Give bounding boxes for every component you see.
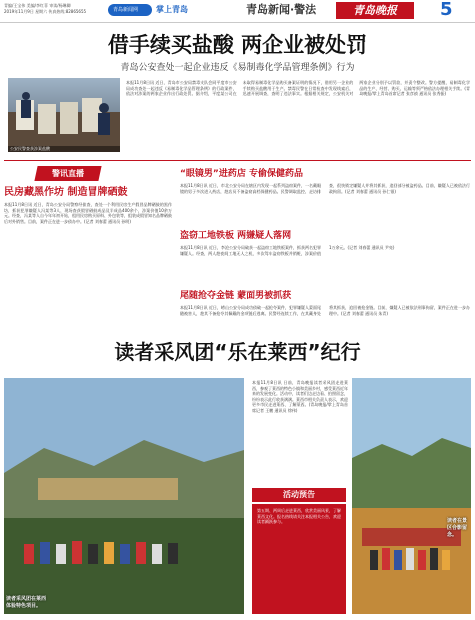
blotter-col2c-body: 本报11月8日讯 近日，崂山公安分局成功侦破一起抢夺案件，犯罪嫌疑人蒙面尾随被害人，趁其不备抢夺其佩戴的金项链后逃离。民警经连续工作，在其藏身处将其抓获，追回被抢金链。目前，嫌疑人已被依法刑事拘留，案件正在进一步办理中。(记者 刘春蕾 通讯员 朱青): [180, 305, 470, 316]
lead-photo-art: [8, 78, 120, 152]
section-title: 青岛新闻·警法: [246, 3, 317, 16]
section-divider: [4, 160, 471, 161]
feature-intro: 本报11月8日讯 日前，青岛晚报读者采风团走进莱西，参观了莱西的特色小镇和美丽乡村，感受莱西近年来的发展变化。活动中，读者们边走边看、拍照留念，纷纷表示此行收获满满。莱西市相关负责人表示，欢迎更多市民走进莱西、了解莱西。(青岛晚报/掌上青岛首席记者 王鹏 通讯员 徐伟): [252, 380, 348, 413]
app-label: 青岛新闻网: [113, 7, 139, 13]
feature-photo-left: [4, 378, 244, 614]
lead-headline: 借手续买盐酸 两企业被处罚: [107, 33, 368, 57]
blotter-col2c-headline: 尾随抢夺金链 蒙面男被抓获: [180, 291, 292, 301]
feature-headline: 读者采风团“乐在莱西”纪行: [114, 340, 361, 364]
activity-banner: [252, 488, 346, 502]
issue-date: 2019年11月9日 星期六 传真热线:82865655: [4, 9, 87, 14]
feature-photo-right-art: [352, 378, 471, 614]
blotter-col2b-body: 本报11月8日讯 近日，李沧公安分局破获一起盗窃工地铁板案件，抓获两名犯罪嫌疑人。经查，两人趁夜间工地无人之机，多次驾车盗窃铁板并销赃，涉案价值1万余元。(记者 刘春蕾 通讯员 尹亮): [180, 245, 395, 256]
app-name: 掌上青岛: [156, 5, 188, 14]
blotter-col2b-headline: 盗窃工地铁板 两嫌疑人落网: [180, 231, 292, 241]
paper-name: 青岛晚报: [353, 4, 397, 17]
blotter-col2a-headline: “眼镜男”进药店 专偷保健药品: [180, 169, 303, 179]
blotter-banner: [34, 166, 101, 181]
feature-photo-right: [352, 378, 471, 614]
lead-body: 本报11月8日讯 近日，青岛市公安局禁毒支队会同平度市公安局成功查处一起违反《易制毒化学品管理条例》的行政案件，依法对涉案的两家企业作出行政处罚。据介绍，平度某公司在未取得易制毒化学品购买备案证明的情况下，借用另一企业的手续购买盐酸用于生产。禁毒民警在日常检查中发现线索后，迅速开展调查，查明了违法事实。根据相关规定，公安机关对两家企业分别予以罚款，并责令整改。警方提醒，易制毒化学品的生产、经营、购买、运输等须严格依法办理相关手续。(青岛晚报/掌上青岛首席记者 张彦祯 通讯员 张秀振): [126, 80, 470, 96]
feature-photo-left-art: [4, 378, 244, 614]
lead-photo-caption: 公安民警查获涉案盐酸: [8, 146, 120, 152]
blotter-col2a-body: 本报11月8日讯 近日，市北公安分局在辖区内发现一起系列盗窃案件，一名戴眼镜的男子多次进入药店，趁店员不备盗窃高档保健药品。民警调取监控、走访排查，很快锁定嫌疑人并将其抓获，追回部分被盗药品。目前，嫌疑人已被依法行政拘留。(记者 刘春蕾 通讯员 孙仁银): [180, 183, 470, 194]
page-number: 5: [440, 0, 453, 20]
editor-credits: 青编/王宝伟 美编/李红菲 审读/杨琳卿: [4, 3, 71, 8]
blotter-col1-body: 本报11月8日讯 近日，青岛公安分局警察经侦查，查处一个利用民房生产假冒品牌硒鼓的黑作坊，抓获犯罪嫌疑人冯某等3人，现场查获假冒硒鼓成品及半成品400余个，涉案价值10余万元。经查，冯某等人自今年年初开始，租用民房购买原料、外包装等，组装成假冒知名品牌硒鼓后对外销售。目前，案件正在进一步侦办中。(记者 刘春蕾 通讯员 孙明): [4, 202, 172, 224]
lead-photo: [8, 78, 120, 152]
activity-body: 第五期、两周后走进莱西，欣赏美丽风景，了解莱西文化。报名热线请关注本报相关公告，欢迎读者踊跃参与。: [257, 508, 341, 524]
lead-subhead: 青岛公安查处一起企业违反《易制毒化学品管理条例》行为: [120, 63, 355, 73]
blotter-banner-label: 警讯直播: [52, 169, 84, 178]
activity-label: 活动预告: [283, 490, 315, 499]
feature-caption-right: 读者在景区合影留念。: [447, 518, 468, 538]
activity-box: [252, 504, 346, 614]
paper-logo: [336, 2, 414, 19]
blotter-col1-headline: 民房藏黑作坊 制造冒牌硒鼓: [4, 187, 128, 198]
masthead: [0, 0, 475, 23]
feature-caption-left: 读者采风团在莱西体验特色项目。: [6, 596, 47, 609]
